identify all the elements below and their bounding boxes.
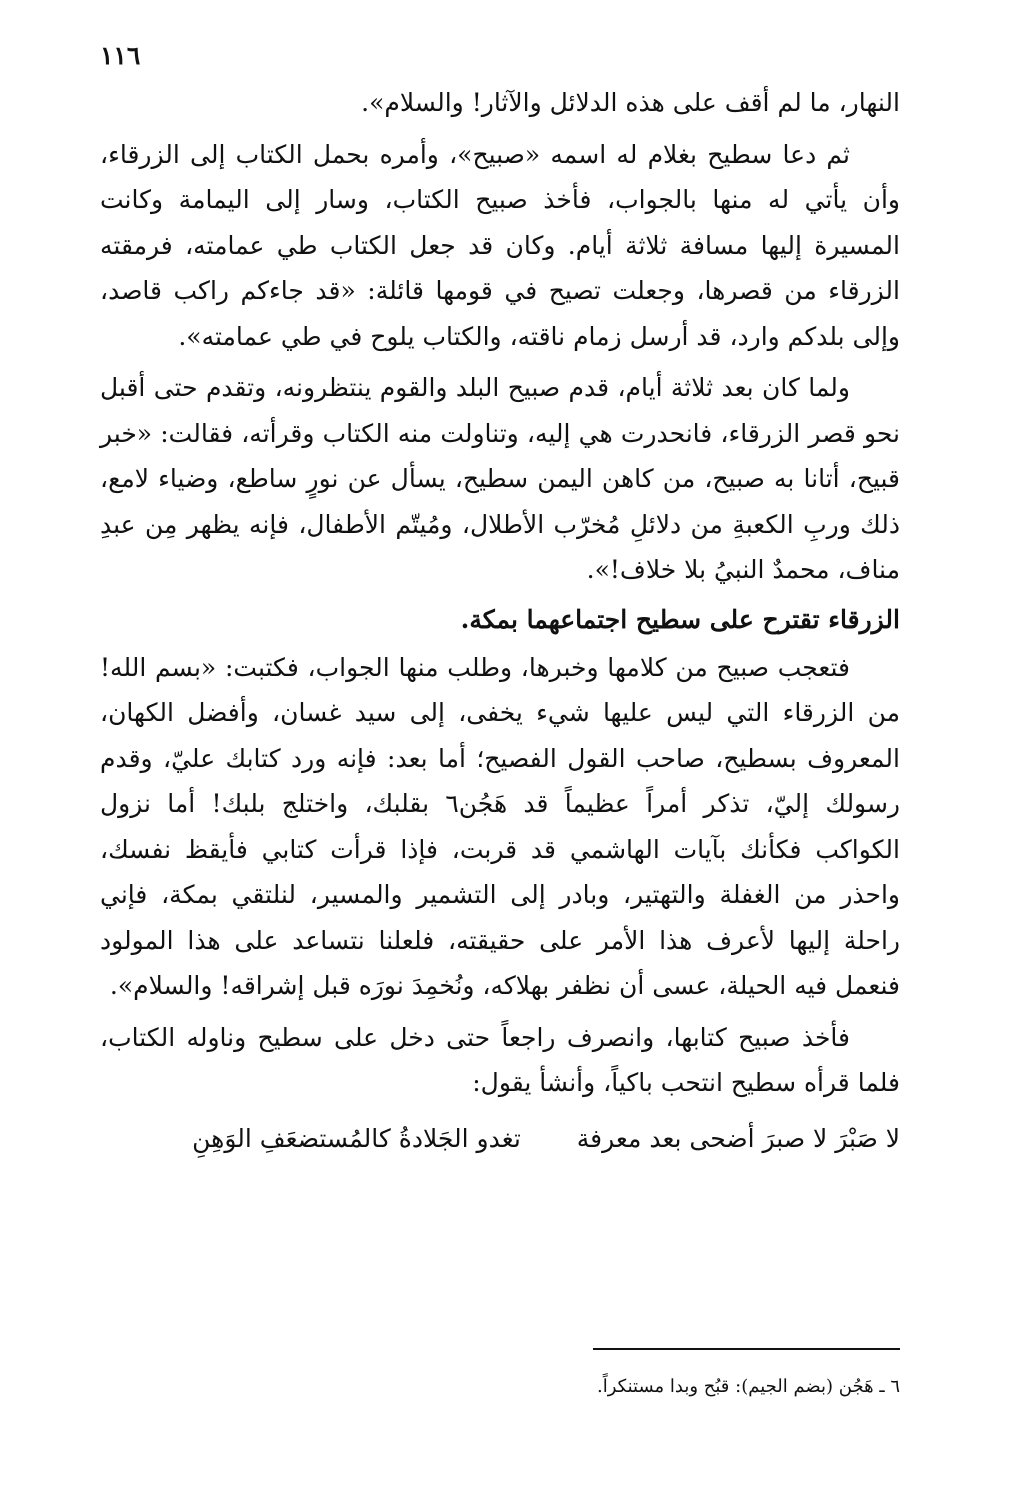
paragraph-4: فتعجب صبيح من كلامها وخبرها، وطلب منها الجواب، فكتبت: «بسم الله! من الزرقاء التي ليس عليها شيء يخفى، إلى سيد غسان، وأفضل الكهان، المعروف بسطيح، صاحب القول الفصيح؛ أما بعد: فإنه ورد كتابك عليّ، وقدم رسولك إليّ، تذكر أمراً عظيماً قد هَجُن٦ بقلبك، واختلج بلبك! أما نزول الكواكب فكأنك بآيات الهاشمي قد قربت، فإذا قرأت كتابي فأيقظ نفسك، واحذر من الغفلة والتهتير، وبادر إلى التشمير والمسير، لنلتقي بمكة، فإني راحلة إليها لأعرف هذا الأمر على حقيقته، فلعلنا نتساعد على هذا المولود فنعمل فيه الحيلة، عسى أن نظفر بهلاكه، ونُخمِدَ نورَه قبل إشراقه! والسلام».: [100, 652, 900, 1000]
footnote: ٦ ـ هَجُن (بضم الجيم): قبُح وبدا مستنكراً.: [597, 1376, 900, 1397]
paragraph-5: فأخذ صبيح كتابها، وانصرف راجعاً حتى دخل على سطيح وناوله الكتاب، فلما قرأه سطيح انتحب باكياً، وأنشأ يقول:: [100, 1022, 900, 1097]
page-number: ١١٦: [100, 41, 141, 70]
paragraph-2: ثم دعا سطيح بغلام له اسمه «صبيح»، وأمره بحمل الكتاب إلى الزرقاء، وأن يأتي له منها بالجواب، فأخذ صبيح الكتاب، وسار إلى اليمامة وكانت المسيرة إليها مسافة ثلاثة أيام. وكان قد جعل الكتاب طي عمامته، فرمقته الزرقاء من قصرها، وجعلت تصيح في قومها قائلة: «قد جاءكم راكب قاصد، وإلى بلدكم وارد، قد أرسل زمام ناقته، والكتاب يلوح في طي عمامته».: [100, 139, 900, 351]
section-heading: الزرقاء تقترح على سطيح اجتماعهما بمكة.: [460, 604, 900, 634]
poem-hemistich-2: تغدو الجَلادةُ كالمُستضعَفِ الوَهِنِ: [192, 1123, 521, 1153]
footnote-separator: [593, 1348, 900, 1350]
page-body: [100, 36, 900, 1161]
poem-hemistich-1: لا صَبْرَ لا صبرَ أضحى بعد معرفة: [576, 1123, 900, 1153]
paragraph-1: النهار، ما لم أقف على هذه الدلائل والآثار! والسلام».: [361, 88, 900, 117]
paragraph-3: ولما كان بعد ثلاثة أيام، قدم صبيح البلد والقوم ينتظرونه، وتقدم حتى أقبل نحو قصر الزرقاء، فانحدرت هي إليه، وتناولت منه الكتاب وقرأته، فقالت: «خبر قبيح، أتانا به صبيح، من كاهن اليمن سطيح، يسأل عن نورٍ ساطع، وضياء لامع، ذلك وربِ الكعبةِ من دلائلِ مُخرّب الأطلال، ومُيتّم الأطفال، فإنه يظهر مِن عبدِ مناف، محمدٌ النبيُ بلا خلاف!».: [100, 373, 900, 584]
poem-verse: [100, 1116, 900, 1161]
